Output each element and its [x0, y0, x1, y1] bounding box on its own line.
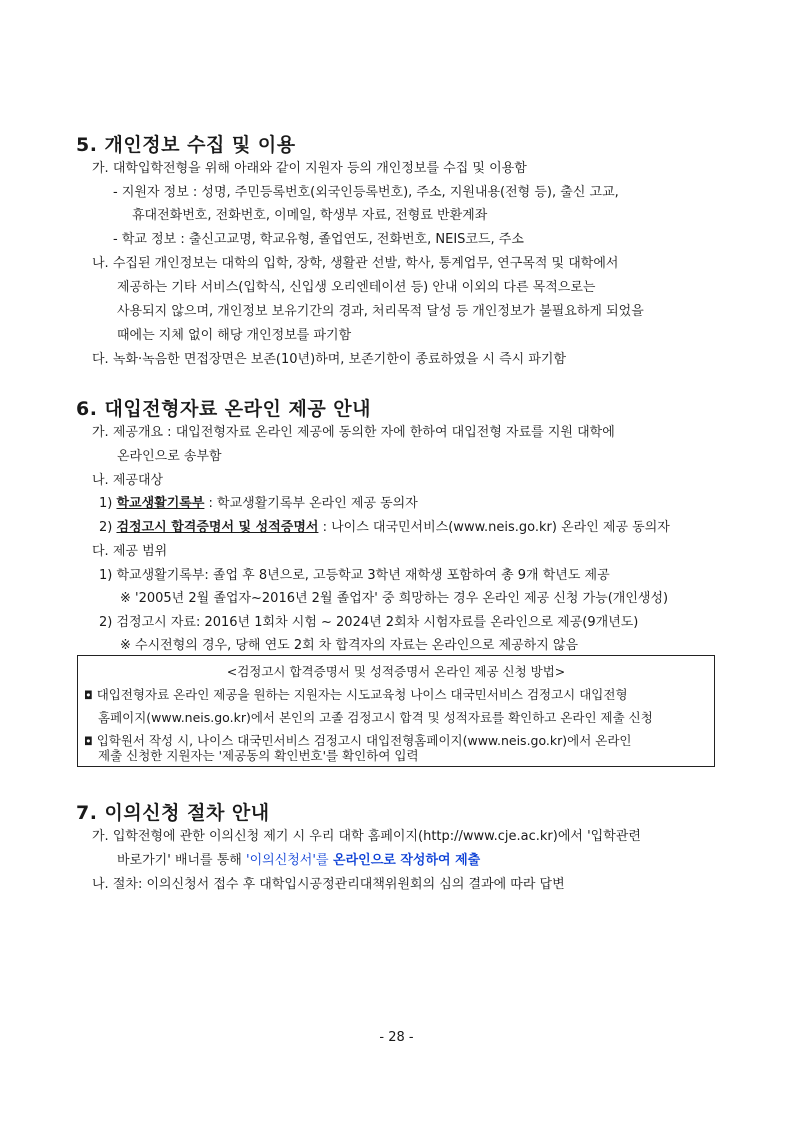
- s7-online-submit: 온라인으로 작성하여 제출: [328, 853, 481, 868]
- s6-target-2-label: 검정고시 합격증명서 및 성적증명서: [116, 520, 319, 535]
- s6-item-ga-1: 가. 제공개요 : 대입전형자료 온라인 제공에 동의한 자에 한하여 대입전형 자료를 지원 대학에: [92, 425, 615, 440]
- s6-item-na: 나. 제공대상: [92, 473, 164, 488]
- s7-objection-form: '이의신청서'를: [246, 853, 329, 868]
- box-title: <검정고시 합격증명서 및 성적증명서 온라인 제공 신청 방법>: [226, 664, 566, 679]
- page-number: - 28 -: [379, 1030, 414, 1045]
- s6-target-2-desc: : 나이스 대국민서비스(www.neis.go.kr) 온라인 제공 동의자: [318, 520, 670, 535]
- s5-applicant-info: - 지원자 정보 : 성명, 주민등록번호(외국인등록번호), 주소, 지원내용(전형 등), 출신 고교,: [113, 185, 619, 200]
- box-bullet-1-cont: 홈페이지(www.neis.go.kr)에서 본인의 고졸 검정고시 합격 및 성적자료를 확인하고 온라인 제출 신청: [98, 710, 653, 725]
- s7-item-ga-1: 가. 입학전형에 관한 이의신청 제기 시 우리 대학 홈페이지(http://www.cje.ac.kr)에서 '입학관련: [92, 829, 641, 844]
- s5-item-da: 다. 녹화·녹음한 면접장면은 보존(10년)하며, 보존기한이 종료하였을 시 즉시 파기함: [92, 352, 566, 367]
- s7-item-na: 나. 절차: 이의신청서 접수 후 대학입시공정관리대책위원회의 심의 결과에 따라 답변: [92, 877, 565, 892]
- s5-item-na-2: 제공하는 기타 서비스(입학식, 신입생 오리엔테이션 등) 안내 이외의 다른 목적으로는: [117, 280, 596, 295]
- s6-scope-2: 2) 검정고시 자료: 2016년 1회차 시험 ~ 2024년 2회차 시험자료를 온라인으로 제공(9개년도): [99, 615, 639, 630]
- section-7-title: 7. 이의신청 절차 안내: [76, 802, 270, 824]
- bullet-icon: ◘: [84, 735, 93, 748]
- s7-item-ga-2-text: 바로가기' 배너를 통해: [117, 853, 246, 868]
- box-bullet-1-text: 대입전형자료 온라인 제공을 원하는 지원자는 시도교육청 나이스 대국민서비스 검정고시 대입전형: [96, 687, 628, 702]
- box-bullet-1: [84, 687, 628, 704]
- s6-target-1: [99, 496, 418, 512]
- bullet-icon: ◘: [84, 689, 93, 702]
- s6-target-1-label: 학교생활기록부: [116, 496, 205, 511]
- s5-item-na-3: 사용되지 않으며, 개인정보 보유기간의 경과, 처리목적 달성 등 개인정보가 불필요하게 되었을: [117, 304, 644, 319]
- section-6-title: 6. 대입전형자료 온라인 제공 안내: [76, 398, 371, 420]
- s6-item-ga-2: 온라인으로 송부함: [117, 449, 222, 464]
- application-method-box: [77, 655, 715, 767]
- s5-school-info: - 학교 정보 : 출신고교명, 학교유형, 졸업연도, 전화번호, NEIS코드, 주소: [113, 232, 524, 247]
- s6-target-1-desc: : 학교생활기록부 온라인 제공 동의자: [204, 496, 418, 511]
- s5-item-na-1: 나. 수집된 개인정보는 대학의 입학, 장학, 생활관 선발, 학사, 통계업무, 연구목적 및 대학에서: [92, 256, 619, 271]
- s5-item-na-4: 때에는 지체 없이 해당 개인정보를 파기함: [117, 328, 352, 343]
- s6-target-2: [99, 520, 670, 536]
- s6-item-da: 다. 제공 범위: [92, 544, 168, 559]
- s6-scope-2-note: ※ 수시전형의 경우, 당해 연도 2회 차 합격자의 자료는 온라인으로 제공하지 않음: [120, 638, 579, 653]
- s7-item-ga-2: [117, 853, 480, 869]
- s5-item-ga: 가. 대학입학전형을 위해 아래와 같이 지원자 등의 개인정보를 수집 및 이용함: [92, 161, 527, 176]
- s5-applicant-info-cont: 휴대전화번호, 전화번호, 이메일, 학생부 자료, 전형료 반환계좌: [132, 208, 488, 223]
- s6-target-1-num: 1): [99, 496, 113, 511]
- s6-scope-1-note: ※ '2005년 2월 졸업자~2016년 2월 졸업자' 중 희망하는 경우 온라인 제공 신청 가능(개인생성): [120, 591, 669, 606]
- box-bullet-2-text: 입학원서 작성 시, 나이스 대국민서비스 검정고시 대입전형홈페이지(www.neis.go.kr)에서 온라인: [96, 733, 632, 748]
- s6-scope-1: 1) 학교생활기록부: 졸업 후 8년으로, 고등학교 3학년 재학생 포함하여 총 9개 학년도 제공: [99, 568, 610, 583]
- box-bullet-2-cont: 제출 신청한 지원자는 '제공동의 확인번호'를 확인하여 입력: [98, 748, 419, 763]
- section-5-title: 5. 개인정보 수집 및 이용: [76, 134, 296, 156]
- s6-target-2-num: 2): [99, 520, 113, 535]
